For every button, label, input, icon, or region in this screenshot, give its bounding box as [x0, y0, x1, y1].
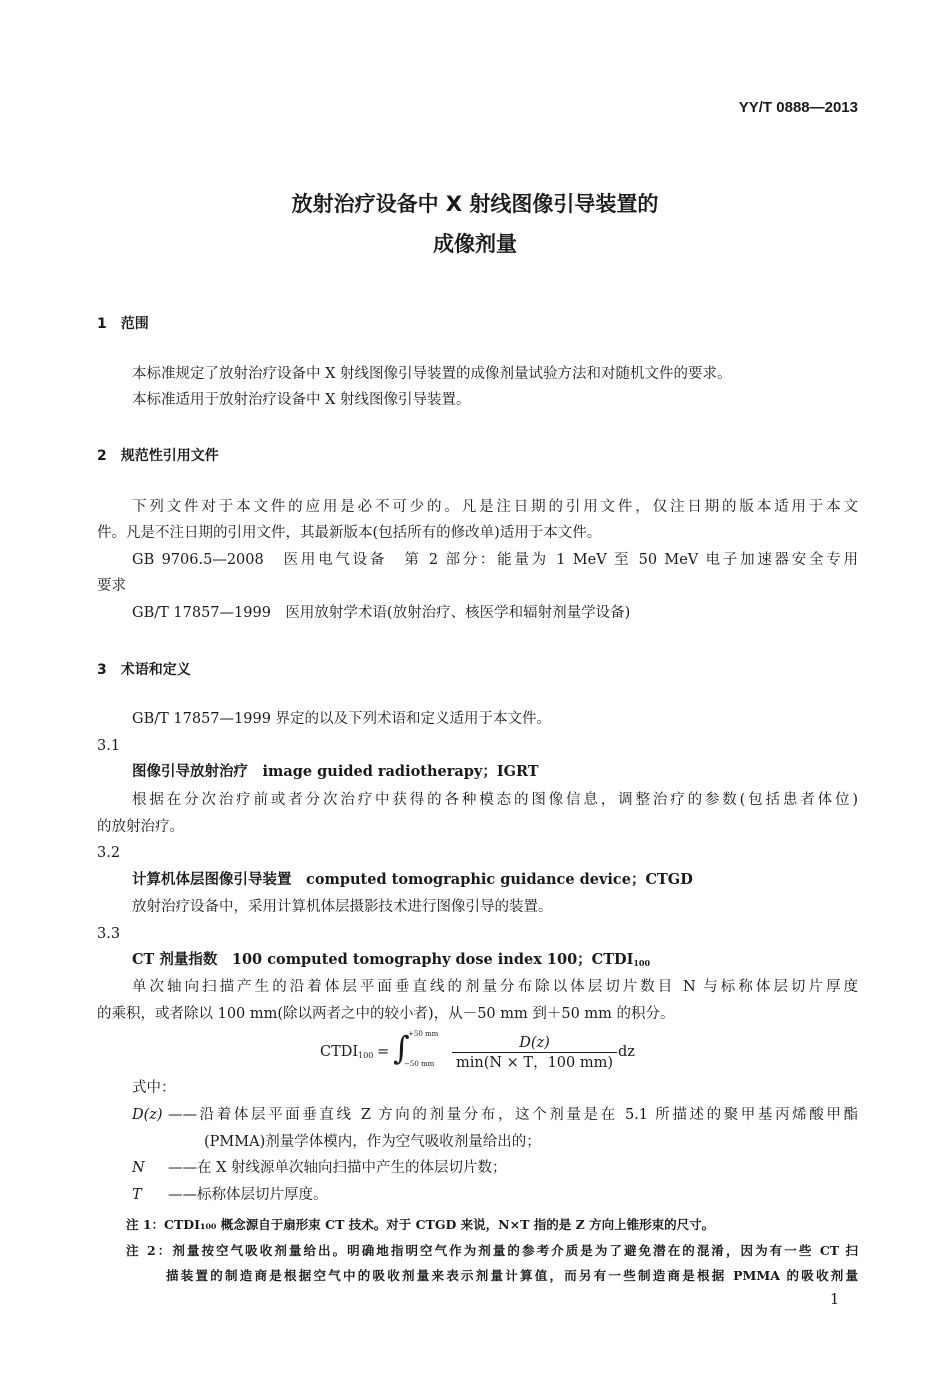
formula-dz: dz [618, 1044, 635, 1060]
section-2-para-line-1: 下列文件对于本文件的应用是必不可少的。凡是注日期的引用文件，仅注日期的版本适用于本文 [132, 499, 858, 515]
standard-number: YY/T 0888—2013 [738, 99, 858, 116]
symbol-n-desc: ——在 X 射线源单次轴向扫描中产生的体层切片数； [168, 1160, 507, 1176]
term-3-3-definition-line-2: 的乘积，或者除以 100 mm(除以两者之中的较小者)，从－50 mm 到＋50 mm 的积分。 [97, 1006, 675, 1022]
section-1-para-2: 本标准适用于放射治疗设备中 X 射线图像引导装置。 [132, 392, 471, 408]
formula-lhs-subscript: 100 [358, 1051, 374, 1060]
section-1-para-1: 本标准规定了放射治疗设备中 X 射线图像引导装置的成像剂量试验方法和对随机文件的要求。 [132, 366, 732, 382]
reference-gb9706-line-1: GB 9706.5—2008 医用电气设备 第 2 部分：能量为 1 MeV 至 50 MeV 电子加速器安全专用 [132, 552, 858, 568]
document-title-line1: 放射治疗设备中 X 射线图像引导装置的 [291, 192, 659, 216]
section-1-heading: 1 范围 [97, 316, 149, 332]
term-3-1-number: 3.1 [97, 738, 121, 754]
term-3-3-title [132, 953, 650, 968]
note-2-line-2: 描装置的制造商是根据空气中的吸收剂量来表示剂量计算值，而另有一些制造商是根据 PMMA 的吸收剂量 [166, 1268, 858, 1283]
formula-lhs-text: CTDI [320, 1044, 359, 1060]
symbol-dz: D(z) [132, 1107, 163, 1123]
section-2-para-line-2: 件。凡是不注日期的引用文件，其最新版本(包括所有的修改单)适用于本文件。 [97, 525, 602, 541]
formula-fraction-line [452, 1052, 617, 1053]
section-3-intro: GB/T 17857—1999 界定的以及下列术语和定义适用于本文件。 [132, 711, 552, 727]
symbol-dz-desc-line-1: ——沿着体层平面垂直线 Z 方向的剂量分布，这个剂量是在 5.1 所描述的聚甲基丙烯酸甲酯 [168, 1107, 858, 1123]
ctdi-formula [320, 1030, 650, 1076]
note-1: 注 1：CTDI₁₀₀ 概念源自于扇形束 CT 技术。对于 CTGD 来说，N×T 指的是 Z 方向上锥形束的尺寸。 [126, 1217, 715, 1232]
term-3-3-definition-line-1: 单次轴向扫描产生的沿着体层平面垂直线的剂量分布除以体层切片数目 N 与标称体层切片厚度 [132, 979, 858, 995]
where-label: 式中： [132, 1080, 176, 1096]
reference-gb9706-line-2: 要求 [97, 578, 126, 594]
symbol-t-desc: ——标称体层切片厚度。 [168, 1187, 328, 1203]
term-3-3-number: 3.3 [97, 926, 121, 942]
document-title-line2: 成像剂量 [433, 232, 517, 256]
page-number: 1 [830, 1292, 840, 1308]
formula-lhs [320, 1045, 373, 1060]
symbol-dz-desc-line-2: (PMMA)剂量学体模内，作为空气吸收剂量给出的； [204, 1134, 541, 1150]
reference-gbt17857: GB/T 17857—1999 医用放射学术语(放射治疗、核医学和辐射剂量学设备) [132, 605, 631, 621]
term-3-1-title: 图像引导放射治疗 image guided radiotherapy；IGRT [132, 763, 539, 780]
term-3-1-definition-line-1: 根据在分次治疗前或者分次治疗中获得的各种模态的图像信息，调整治疗的参数(包括患者体位) [132, 792, 858, 808]
integral-lower-limit: −50 mm [404, 1060, 435, 1068]
note-2-line-1: 注 2：剂量按空气吸收剂量给出。明确地指明空气作为剂量的参考介质是为了避免潜在的混淆，因为有一些 CT 扫 [126, 1243, 858, 1258]
symbol-n: N [132, 1160, 145, 1176]
term-3-2-definition: 放射治疗设备中，采用计算机体层摄影技术进行图像引导的装置。 [132, 899, 553, 915]
term-3-2-number: 3.2 [97, 845, 121, 861]
formula-numerator: D(z) [519, 1035, 550, 1051]
term-3-3-title-text: CT 剂量指数 100 computed tomography dose index 100；CTDI [132, 951, 634, 968]
integral-sign: ∫ [393, 1029, 410, 1067]
term-3-2-title: 计算机体层图像引导装置 computed tomographic guidance device；CTGD [132, 871, 693, 888]
section-3-heading: 3 术语和定义 [97, 662, 191, 678]
symbol-t: T [132, 1187, 142, 1203]
section-2-heading: 2 规范性引用文件 [97, 448, 219, 464]
term-3-3-title-subscript: 100 [633, 958, 651, 968]
term-3-1-definition-line-2: 的放射治疗。 [97, 819, 184, 835]
formula-denominator: min(N × T，100 mm) [455, 1055, 614, 1071]
formula-equals: = [377, 1044, 390, 1060]
integral-upper-limit: +50 mm [408, 1030, 439, 1038]
